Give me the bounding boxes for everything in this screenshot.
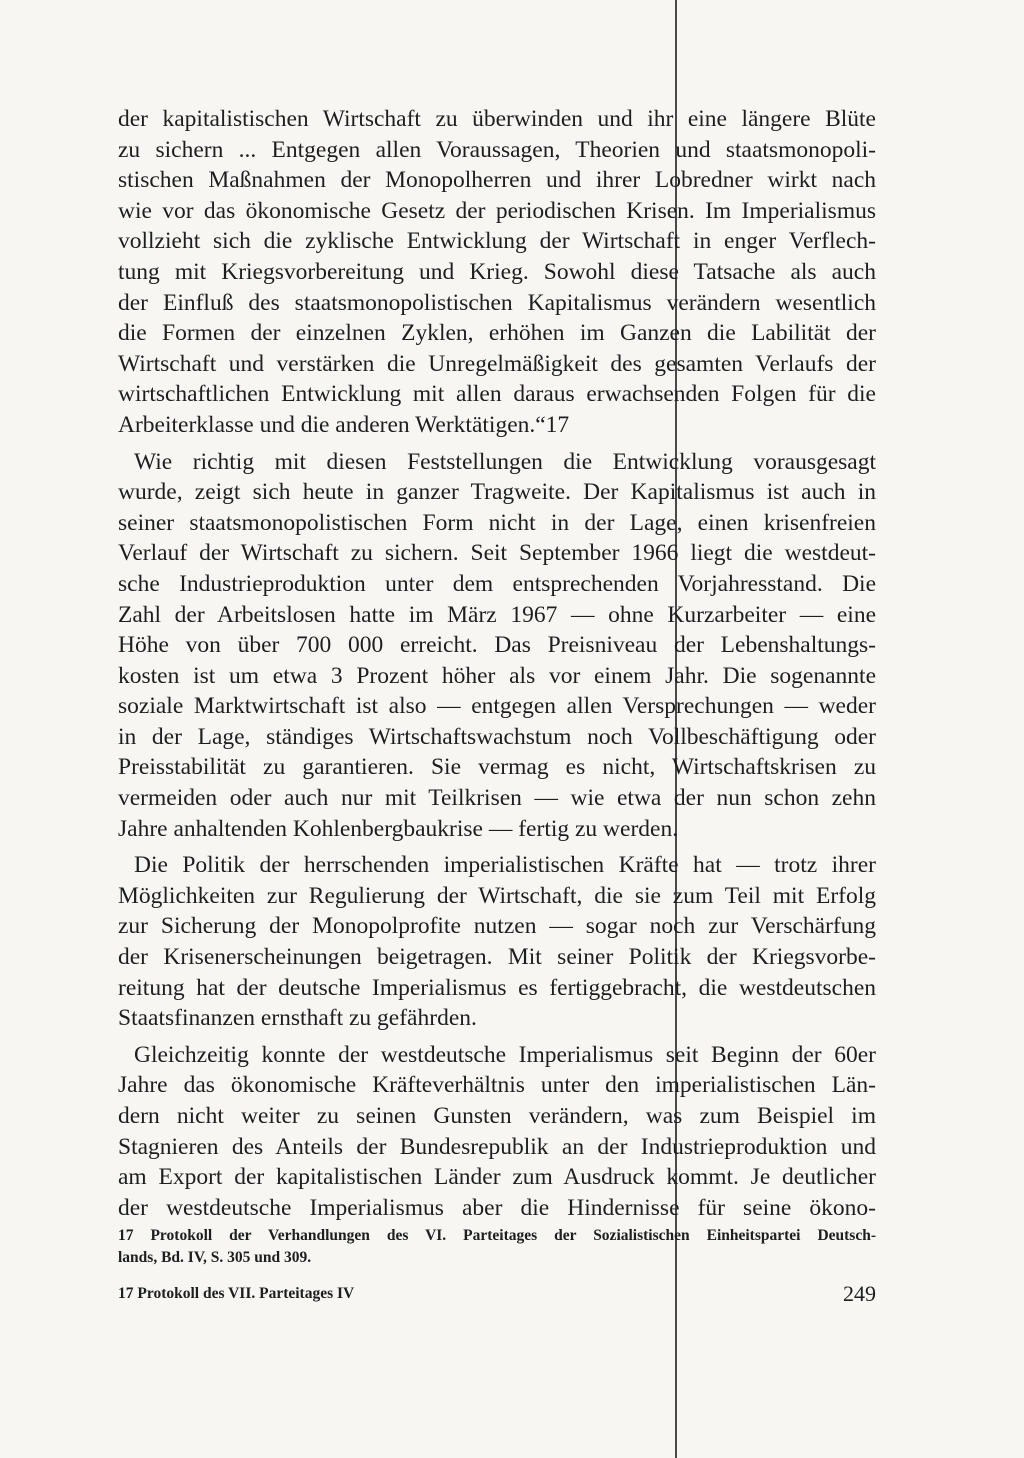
text-line: Arbeiterklasse und die anderen Werktätigen.“17 bbox=[118, 411, 570, 438]
text-line: sche Industrieproduktion unter dem entsprechenden Vorjahresstand. Die bbox=[118, 570, 876, 597]
text-line: die Formen der einzelnen Zyklen, erhöhen im Ganzen die Labilität der bbox=[118, 320, 876, 347]
footnote-line: lands, Bd. IV, S. 305 und 309. bbox=[118, 1249, 312, 1266]
text-line: tung mit Kriegsvorbereitung und Krieg. Sowohl diese Tatsache als auch bbox=[118, 258, 876, 285]
text-line: seiner staatsmonopolistischen Form nicht in der Lage, einen krisenfreien bbox=[118, 509, 876, 536]
text-line: Staatsfinanzen ernsthaft zu gefährden. bbox=[118, 1005, 477, 1032]
page-footer bbox=[118, 1283, 876, 1307]
text-line: Zahl der Arbeitslosen hatte im März 1967 — ohne Kurzarbeiter — eine bbox=[118, 601, 876, 628]
page-number: 249 bbox=[843, 1281, 876, 1306]
text-line: am Export der kapitalistischen Länder zum Ausdruck kommt. Je deutlicher bbox=[118, 1164, 876, 1191]
text-line: kosten ist um etwa 3 Prozent höher als vor einem Jahr. Die sogenannte bbox=[118, 662, 876, 689]
text-line: Verlauf der Wirtschaft zu sichern. Seit September 1966 liegt die westdeut- bbox=[118, 540, 876, 567]
text-line: wirtschaftlichen Entwicklung mit allen daraus erwachsenden Folgen für die bbox=[118, 381, 876, 408]
text-line: Stagnieren des Anteils der Bundesrepublik an der Industrieproduktion und bbox=[118, 1133, 876, 1160]
paragraph bbox=[118, 447, 876, 845]
text-line: zur Sicherung der Monopolprofite nutzen — sogar noch zur Verschärfung bbox=[118, 913, 876, 940]
text-line: der kapitalistischen Wirtschaft zu überwinden und ihr eine längere Blüte bbox=[118, 106, 876, 132]
paragraph bbox=[118, 104, 876, 441]
text-line: zu sichern ... Entgegen allen Voraussagen, Theorien und staatsmonopoli- bbox=[118, 136, 876, 163]
body-text bbox=[118, 104, 876, 1223]
text-line: wie vor das ökonomische Gesetz der periodischen Krisen. Im Imperialismus bbox=[118, 197, 876, 224]
footnote-line: 17 Protokoll der Verhandlungen des VI. Parteitages der Sozialistischen Einheitspartei Deutsch- bbox=[118, 1227, 876, 1244]
text-line: Preisstabilität zu garantieren. Sie vermag es nicht, Wirtschaftskrisen zu bbox=[118, 754, 876, 781]
paragraph bbox=[118, 850, 876, 1034]
text-line: wurde, zeigt sich heute in ganzer Tragweite. Der Kapitalismus ist auch in bbox=[118, 479, 876, 506]
text-line: in der Lage, ständiges Wirtschaftswachstum noch Vollbeschäftigung oder bbox=[118, 723, 876, 750]
text-line: vermeiden oder auch nur mit Teilkrisen — wie etwa der nun schon zehn bbox=[118, 785, 876, 812]
text-line: soziale Marktwirtschaft ist also — entgegen allen Versprechungen — weder bbox=[118, 693, 876, 720]
text-line: Die Politik der herrschenden imperialistischen Kräfte hat — trotz ihrer bbox=[134, 852, 876, 879]
text-line: Möglichkeiten zur Regulierung der Wirtschaft, die sie zum Teil mit Erfolg bbox=[118, 882, 876, 909]
text-line: der westdeutsche Imperialismus aber die Hindernisse für seine ökono- bbox=[118, 1194, 876, 1221]
text-line: Gleichzeitig konnte der westdeutsche Imperialismus seit Beginn der 60er bbox=[134, 1041, 876, 1068]
text-line: Wie richtig mit diesen Feststellungen die Entwicklung vorausgesagt bbox=[134, 448, 876, 475]
footnote bbox=[118, 1225, 876, 1269]
paragraph bbox=[118, 1040, 876, 1224]
text-line: dern nicht weiter zu seinen Gunsten verändern, was zum Beispiel im bbox=[118, 1103, 876, 1129]
text-line: Höhe von über 700 000 erreicht. Das Preisniveau der Lebenshaltungs- bbox=[118, 632, 876, 659]
text-line: der Einfluß des staatsmonopolistischen Kapitalismus verändern wesentlich bbox=[118, 289, 876, 316]
sheet-signature: 17 Protokoll des VII. Parteitages IV bbox=[118, 1285, 355, 1302]
text-line: der Krisenerscheinungen beigetragen. Mit seiner Politik der Kriegsvorbe- bbox=[118, 944, 876, 971]
text-line: reitung hat der deutsche Imperialismus es fertiggebracht, die westdeutschen bbox=[118, 974, 876, 1001]
text-line: stischen Maßnahmen der Monopolherren und ihrer Lobredner wirkt nach bbox=[118, 167, 876, 194]
text-line: Jahre das ökonomische Kräfteverhältnis unter den imperialistischen Län- bbox=[118, 1072, 876, 1099]
text-line: Wirtschaft und verstärken die Unregelmäßigkeit des gesamten Verlaufs der bbox=[118, 350, 876, 377]
text-line: vollzieht sich die zyklische Entwicklung der Wirtschaft in enger Verflech- bbox=[118, 228, 876, 255]
text-line: Jahre anhaltenden Kohlenbergbaukrise — fertig zu werden. bbox=[118, 815, 679, 842]
